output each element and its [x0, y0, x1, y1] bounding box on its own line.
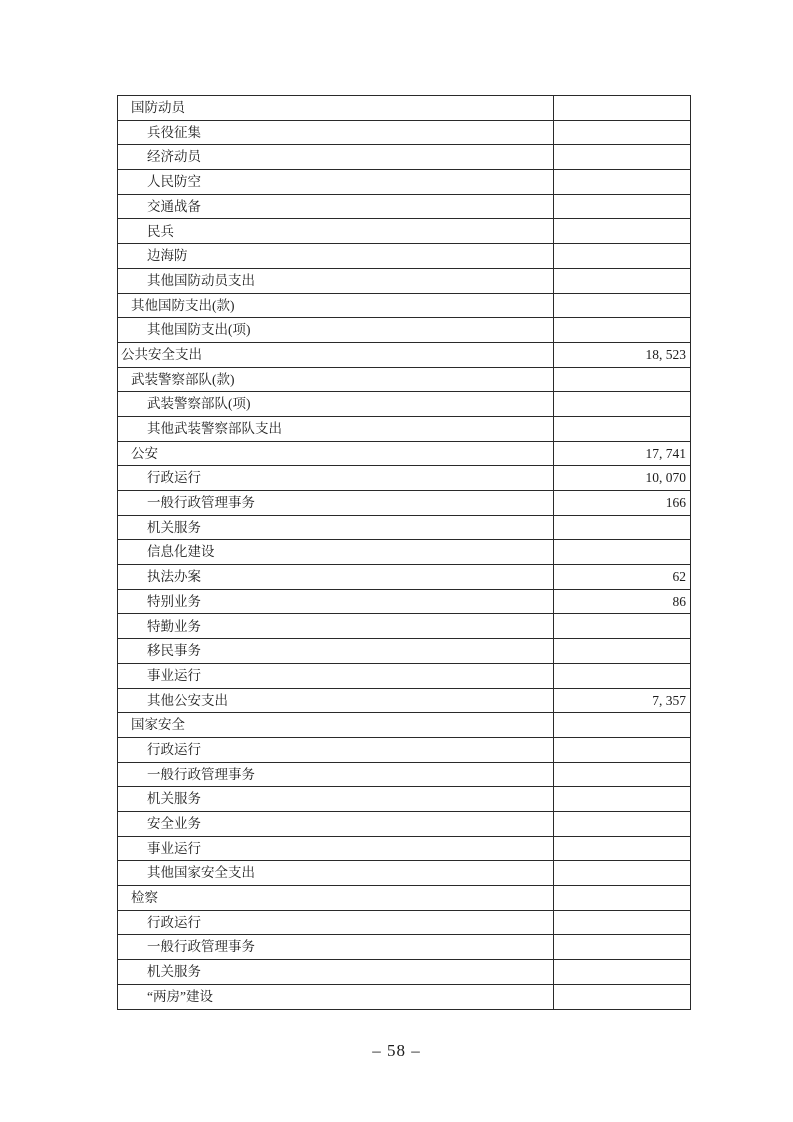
- category-label: 经济动员: [118, 145, 554, 170]
- table-row: [118, 367, 691, 392]
- category-label: 交通战备: [118, 194, 554, 219]
- page-number: – 58 –: [372, 1041, 421, 1060]
- amount-value: [554, 861, 691, 886]
- table-row: [118, 960, 691, 985]
- table-row: [118, 589, 691, 614]
- table-row: [118, 836, 691, 861]
- table-row: [118, 886, 691, 911]
- amount-value: 18, 523: [554, 342, 691, 367]
- table-row: [118, 515, 691, 540]
- category-label: 其他国防支出(款): [118, 293, 554, 318]
- category-label: 检察: [118, 886, 554, 911]
- table-row: [118, 491, 691, 516]
- table-row: [118, 194, 691, 219]
- table-row: [118, 811, 691, 836]
- category-label: 事业运行: [118, 836, 554, 861]
- table-row: [118, 416, 691, 441]
- category-label: 武装警察部队(项): [118, 392, 554, 417]
- table-row: [118, 441, 691, 466]
- amount-value: [554, 170, 691, 195]
- table-row: [118, 170, 691, 195]
- table-row: [118, 737, 691, 762]
- table-row: [118, 268, 691, 293]
- category-label: 兵役征集: [118, 120, 554, 145]
- amount-value: [554, 935, 691, 960]
- amount-value: [554, 614, 691, 639]
- category-label: 一般行政管理事务: [118, 491, 554, 516]
- table-row: [118, 145, 691, 170]
- category-label: 其他武装警察部队支出: [118, 416, 554, 441]
- amount-value: 86: [554, 589, 691, 614]
- amount-value: 7, 357: [554, 688, 691, 713]
- category-label: 一般行政管理事务: [118, 935, 554, 960]
- amount-value: [554, 886, 691, 911]
- table-row: [118, 787, 691, 812]
- table-row: [118, 565, 691, 590]
- table-row: [118, 219, 691, 244]
- table-row: [118, 663, 691, 688]
- amount-value: [554, 367, 691, 392]
- budget-table: [117, 95, 691, 1010]
- category-label: 特勤业务: [118, 614, 554, 639]
- table-row: [118, 244, 691, 269]
- amount-value: [554, 416, 691, 441]
- category-label: 其他国家安全支出: [118, 861, 554, 886]
- amount-value: [554, 960, 691, 985]
- category-label: 国家安全: [118, 713, 554, 738]
- table-row: [118, 910, 691, 935]
- category-label: 机关服务: [118, 787, 554, 812]
- category-label: 武装警察部队(款): [118, 367, 554, 392]
- category-label: 信息化建设: [118, 540, 554, 565]
- amount-value: [554, 762, 691, 787]
- category-label: 其他国防支出(项): [118, 318, 554, 343]
- category-label: 国防动员: [118, 96, 554, 121]
- amount-value: [554, 787, 691, 812]
- table-row: [118, 762, 691, 787]
- amount-value: [554, 219, 691, 244]
- category-label: 民兵: [118, 219, 554, 244]
- category-label: 公共安全支出: [118, 342, 554, 367]
- amount-value: [554, 120, 691, 145]
- amount-value: 62: [554, 565, 691, 590]
- table-row: [118, 984, 691, 1009]
- table-row: [118, 466, 691, 491]
- category-label: 行政运行: [118, 737, 554, 762]
- amount-value: [554, 663, 691, 688]
- table-row: [118, 639, 691, 664]
- category-label: 安全业务: [118, 811, 554, 836]
- table-row: [118, 120, 691, 145]
- amount-value: [554, 713, 691, 738]
- amount-value: [554, 268, 691, 293]
- amount-value: [554, 540, 691, 565]
- category-label: 机关服务: [118, 515, 554, 540]
- table-row: [118, 540, 691, 565]
- amount-value: [554, 318, 691, 343]
- table-row: [118, 713, 691, 738]
- table-row: [118, 96, 691, 121]
- category-label: 其他公安支出: [118, 688, 554, 713]
- category-label: 执法办案: [118, 565, 554, 590]
- table-row: [118, 318, 691, 343]
- amount-value: [554, 194, 691, 219]
- amount-value: [554, 639, 691, 664]
- category-label: 公安: [118, 441, 554, 466]
- amount-value: [554, 737, 691, 762]
- category-label: 特别业务: [118, 589, 554, 614]
- amount-value: [554, 96, 691, 121]
- category-label: 移民事务: [118, 639, 554, 664]
- category-label: 一般行政管理事务: [118, 762, 554, 787]
- table-row: [118, 293, 691, 318]
- amount-value: 166: [554, 491, 691, 516]
- table-row: [118, 935, 691, 960]
- category-label: 人民防空: [118, 170, 554, 195]
- category-label: 机关服务: [118, 960, 554, 985]
- table-row: [118, 861, 691, 886]
- amount-value: [554, 392, 691, 417]
- category-label: 事业运行: [118, 663, 554, 688]
- category-label: 行政运行: [118, 910, 554, 935]
- amount-value: [554, 836, 691, 861]
- table-row: [118, 342, 691, 367]
- category-label: “两房”建设: [118, 984, 554, 1009]
- table-row: [118, 392, 691, 417]
- amount-value: [554, 811, 691, 836]
- amount-value: [554, 244, 691, 269]
- category-label: 边海防: [118, 244, 554, 269]
- amount-value: 10, 070: [554, 466, 691, 491]
- budget-table-body: [118, 96, 691, 1010]
- category-label: 行政运行: [118, 466, 554, 491]
- amount-value: [554, 515, 691, 540]
- amount-value: [554, 910, 691, 935]
- table-row: [118, 614, 691, 639]
- amount-value: [554, 145, 691, 170]
- amount-value: [554, 984, 691, 1009]
- amount-value: 17, 741: [554, 441, 691, 466]
- table-row: [118, 688, 691, 713]
- amount-value: [554, 293, 691, 318]
- category-label: 其他国防动员支出: [118, 268, 554, 293]
